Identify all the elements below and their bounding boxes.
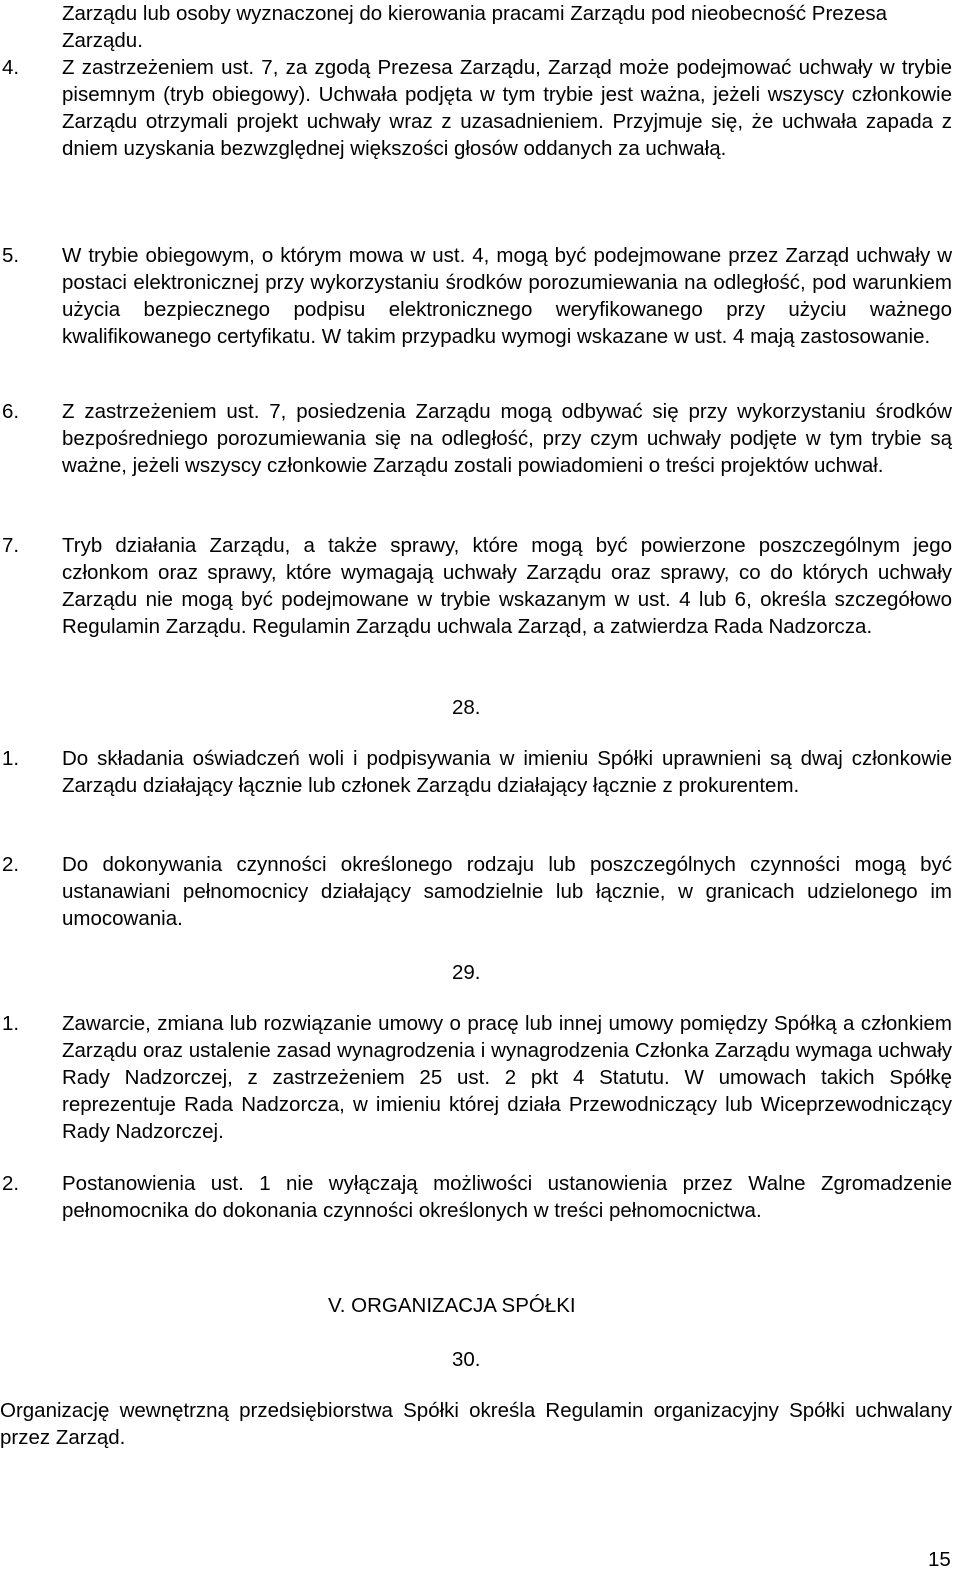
section-mark-29: 29. — [452, 961, 481, 984]
item-number: 5. — [2, 244, 20, 267]
item-number: 6. — [2, 400, 20, 423]
item-number: 2. — [2, 853, 20, 876]
item-text: Z zastrzeżeniem ust. 7, za zgodą Prezesa Zarządu, Zarząd może podejmować uchwały w trybie pisemnym (tryb obiegowy). Uchwała podjęta w tym trybie jest ważna, jeżeli wszyscy członkowie Zarządu otrzymali projekt uchwały wraz z uzasadnieniem. Przyjmuje się, że uchwała zapada z dniem uzyskania bezwzględnej większości głosów oddanych za uchwałą. — [62, 56, 952, 160]
item-text: Postanowienia ust. 1 nie wyłączają możliwości ustanowienia przez Walne Zgromadzenie pełnomocnika do dokonania czynności określonych w treści pełnomocnictwa. — [62, 1172, 952, 1222]
item-number: 7. — [2, 534, 20, 557]
item-text: Z zastrzeżeniem ust. 7, posiedzenia Zarządu mogą odbywać się przy wykorzystaniu środków bezpośredniego porozumiewania się na odległość, przy czym uchwały podjęte w tym trybie są ważne, jeżeli wszyscy członkowie Zarządu zostali powiadomieni o treści projektów uchwał. — [62, 400, 952, 477]
chapter-heading: V. ORGANIZACJA SPÓŁKI — [328, 1294, 576, 1317]
item-number: 2. — [2, 1172, 20, 1195]
item-text: Tryb działania Zarządu, a także sprawy, które mogą być powierzone poszczególnym jego członkom oraz sprawy, które wymagają uchwały Zarządu oraz sprawy, co do których uchwały Zarządu nie mogą być podejmowane w trybie wskazanym w ust. 4 lub 6, określa szczegółowo Regulamin Zarządu. Regulamin Zarządu uchwala Zarząd, a zatwierdza Rada Nadzorcza. — [62, 534, 952, 638]
item-number: 1. — [2, 747, 20, 770]
item-text: W trybie obiegowym, o którym mowa w ust. 4, mogą być podejmowane przez Zarząd uchwały w postaci elektronicznej przy wykorzystaniu środków porozumiewania na odległość, pod warunkiem użycia bezpiecznego podpisu elektronicznego weryfikowanego przy użyciu ważnego kwalifikowanego certyfikatu. W takim przypadku wymogi wskazane w ust. 4 mają zastosowanie. — [62, 244, 952, 348]
item-number: 1. — [2, 1012, 20, 1035]
item-number: 4. — [2, 56, 20, 79]
section-mark-30: 30. — [452, 1348, 481, 1371]
intro-text: Zarządu lub osoby wyznaczonej do kierowania pracami Zarządu pod nieobecność Prezesa Zarządu. — [62, 2, 888, 52]
item-text: Do dokonywania czynności określonego rodzaju lub poszczególnych czynności mogą być ustanawiani pełnomocnicy działający samodzielnie lub łącznie, w granicach udzielonego im umocowania. — [62, 853, 952, 930]
section-mark-28: 28. — [452, 696, 481, 719]
page-number: 15 — [928, 1548, 951, 1571]
item-text: Zawarcie, zmiana lub rozwiązanie umowy o pracę lub innej umowy pomiędzy Spółką a członkiem Zarządu oraz ustalenie zasad wynagrodzenia i wynagrodzenia Członka Zarządu wymaga uchwały Rady Nadzorczej, z zastrzeżeniem 25 ust. 2 pkt 4 Statutu. W umowach takich Spółkę reprezentuje Rada Nadzorcza, w imieniu której działa Przewodniczący lub Wiceprzewodniczący Rady Nadzorczej. — [62, 1012, 952, 1143]
item-text: Do składania oświadczeń woli i podpisywania w imieniu Spółki uprawnieni są dwaj członkowie Zarządu działający łącznie lub członek Zarządu działający łącznie z prokurentem. — [62, 747, 952, 797]
paragraph-text: Organizację wewnętrzną przedsiębiorstwa Spółki określa Regulamin organizacyjny Spółki uchwalany przez Zarząd. — [0, 1399, 952, 1449]
